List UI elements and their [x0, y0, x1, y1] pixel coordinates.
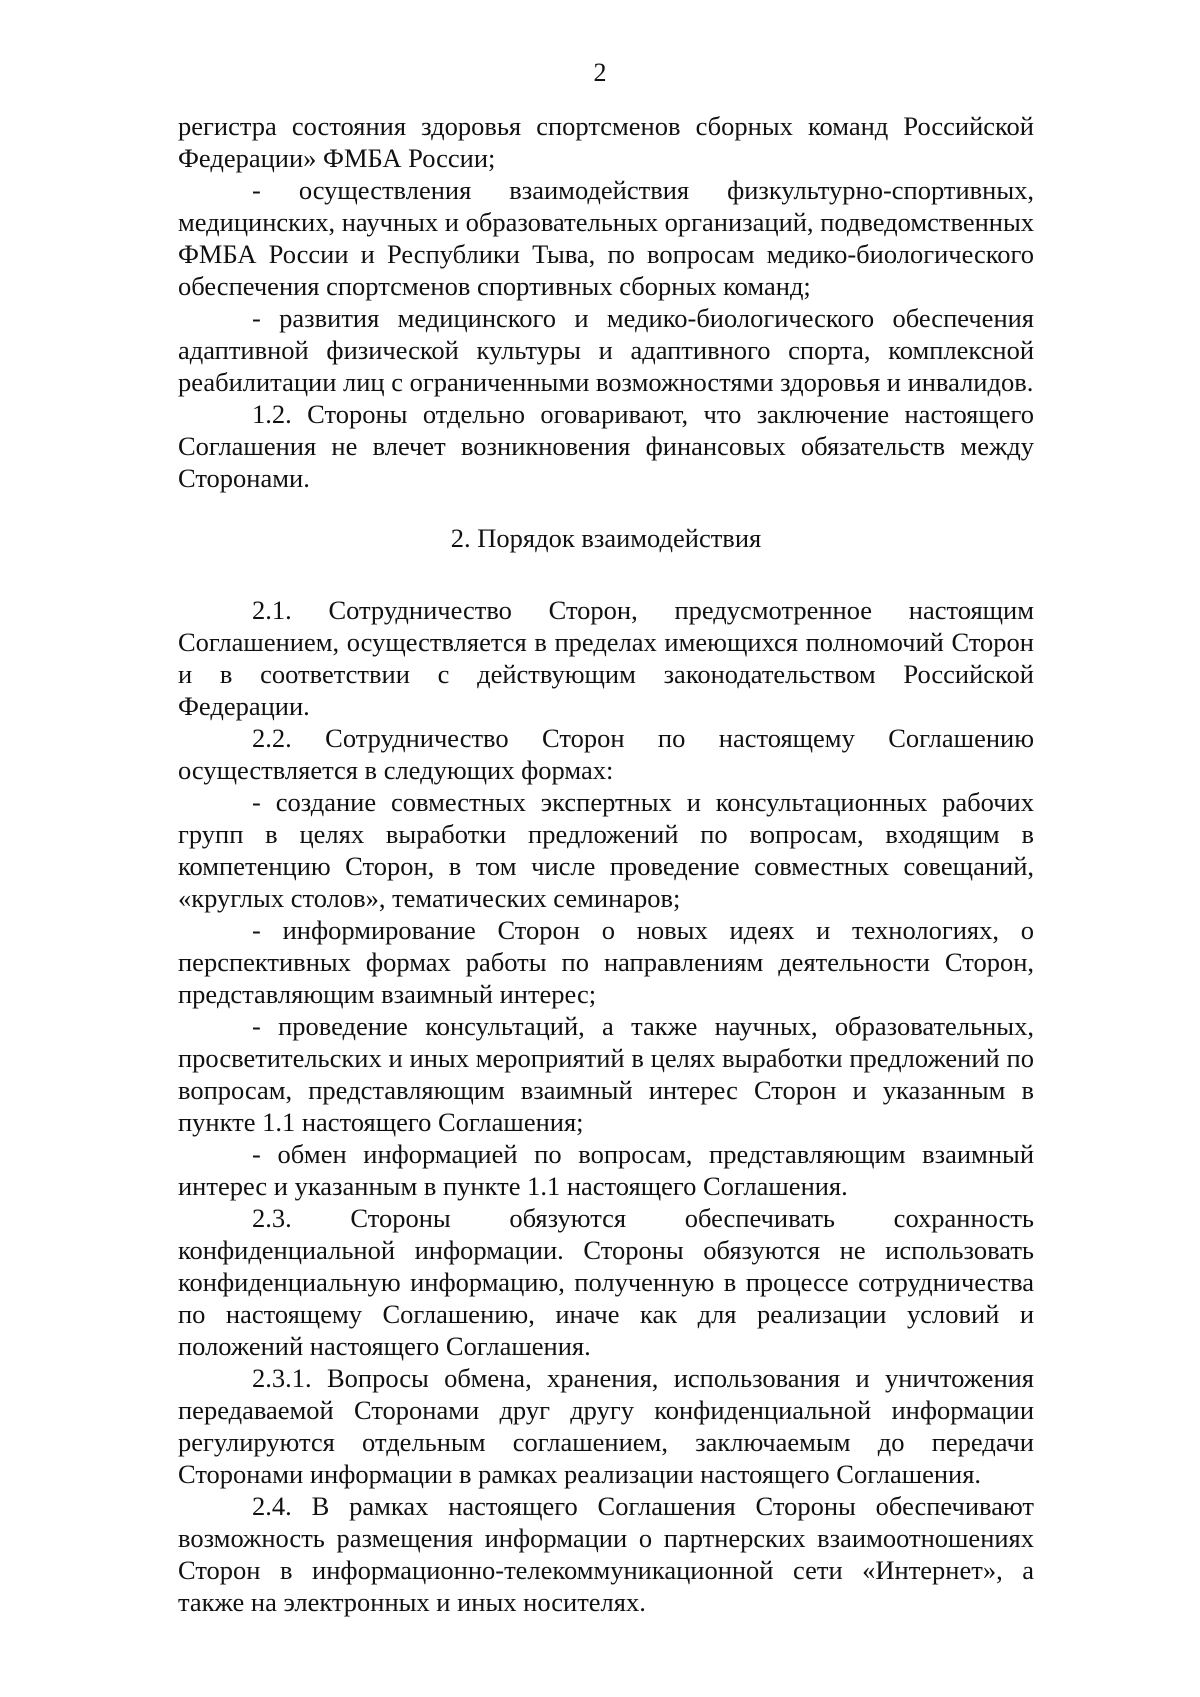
list-item-working-groups: - создание совместных экспертных и консультационных рабочих групп в целях выработки предложений по вопросам, входящим в компетенцию Сторон, в том числе проведение совместных совещаний, «круглых столов», тематических семинаров; [178, 787, 1034, 913]
list-item-information-exchange: - обмен информацией по вопросам, представляющим взаимный интерес и указанным в пункте 1.1 настоящего Соглашения. [178, 1139, 1034, 1201]
paragraph-2-1: 2.1. Сотрудничество Сторон, предусмотренное настоящим Соглашением, осуществляется в пределах имеющихся полномочий Сторон и в соответствии с действующим законодательством Российской Федерации. [178, 595, 1034, 721]
paragraph-continuation: регистра состояния здоровья спортсменов сборных команд Российской Федерации» ФМБА России; [178, 111, 1034, 173]
document-body [178, 110, 1034, 1618]
paragraph-2-2: 2.2. Сотрудничество Сторон по настоящему Соглашению осуществляется в следующих формах: [178, 723, 1034, 785]
paragraph-2-3: 2.3. Стороны обязуются обеспечивать сохранность конфиденциальной информации. Стороны обязуются не использовать конфиденциальную информацию, полученную в процессе сотрудничества по настоящему Соглашению, иначе как для реализации условий и положений настоящего Соглашения. [178, 1203, 1034, 1361]
list-item-1-1-cooperation: - осуществления взаимодействия физкультурно-спортивных, медицинских, научных и образовательных организаций, подведомственных ФМБА России и Республики Тыва, по вопросам медико-биологического обеспечения спортсменов спортивных сборных команд; [178, 175, 1034, 301]
list-item-consultations: - проведение консультаций, а также научных, образовательных, просветительских и иных мероприятий в целях выработки предложений по вопросам, представляющим взаимный интерес Сторон и указанным в пункте 1.1 настоящего Соглашения; [178, 1011, 1034, 1137]
page-number: 2 [593, 58, 607, 87]
paragraph-2-4: 2.4. В рамках настоящего Соглашения Стороны обеспечивают возможность размещения информации о партнерских взаимоотношениях Сторон в информационно-телекоммуникационной сети «Интернет», а также на электронных и иных носителях. [178, 1491, 1034, 1617]
list-item-informing: - информирование Сторон о новых идеях и технологиях, о перспективных формах работы по направлениям деятельности Сторон, представляющим взаимный интерес; [178, 915, 1034, 1009]
list-item-1-1-adaptive-sport: - развития медицинского и медико-биологического обеспечения адаптивной физической культуры и адаптивного спорта, комплексной реабилитации лиц с ограниченными возможностями здоровья и инвалидов. [178, 303, 1034, 397]
section-heading-2: 2. Порядок взаимодействия [450, 523, 762, 553]
paragraph-1-2: 1.2. Стороны отдельно оговаривают, что заключение настоящего Соглашения не влечет возникновения финансовых обязательств между Сторонами. [178, 399, 1034, 493]
paragraph-2-3-1: 2.3.1. Вопросы обмена, хранения, использования и уничтожения передаваемой Сторонами друг другу конфиденциальной информации регулируются отдельным соглашением, заключаемым до передачи Сторонами информации в рамках реализации настоящего Соглашения. [178, 1363, 1034, 1489]
